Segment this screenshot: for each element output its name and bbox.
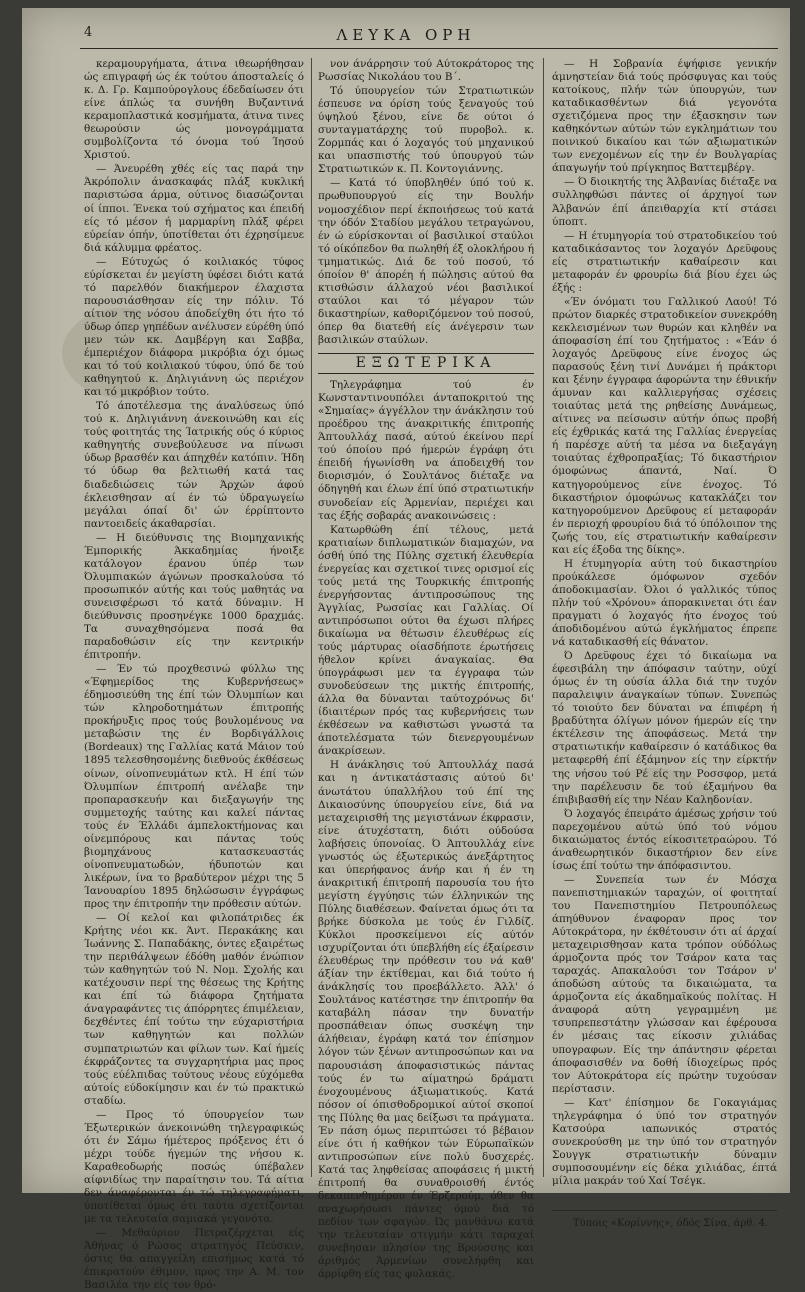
article-paragraph: — Εύτυχώς ό κοιλιακός τύφος εύρίσκεται έν μεγίστη ύφέσει διότι κατά τό παρελθόν διακήμερον έλαχιστα παρουσιάσθησαν είς την πόλιν. Τό αίτιον της νόσου άποδείχθη ότι ήτο τό ύδωρ όπερ γηπέδων ανέλυσεν εύρέθη ύπό μεν τών κκ. Δαμβέργη και Σαββα, έμπεριέχον διάφορα μικρόβια όχι όμως και τό τού κοιλιακού τύφου, ύπό δε τού καθηγητού κ. Δηλιγιάννη ώς περιέχον και τό μικρόβιον τούτο. — [84, 255, 304, 399]
article-paragraph: Η άνάκλησις τού Άπτουλλάχ πασά και η άντικατάστασις αύτού δι' άνωτάτου ύπαλλήλου τού έπί της Δικαιοσύνης ύπουργείου είνε, διά να μεταχειρισθή της μεγιστάνων έκφρασιν, είνε άτυχέστατη, διότι ούδούσα λαβήσεις ύπονοίας. Ό Άπτουλλάχ είνε γνωστός ώς έξωτερικώς άνεξάρτητος και ύπερήφανος άνήρ και ή έν τη άνακριτική έπιτροπή παρουσία του ήτο μεγίστη έγγύησις τών έλληνικών της Πύλης διαθέσεων. Φαίνεται όμως ότι τα βρήκε δύσκολα με τούς έν Γιλδίζ. Κύκλοι προσκείμενοι είς αύτόν ισχυρίζονται ότι ύπεβλήθη είς έξαίρεσιν έλευθέρως την πρόθεσιν του νά καθ' άξίαν την έκτίθεμαι, και διά τούτο ή άνάκλησίς του προεβάλλετο. Άλλ' ό Σουλτάνος κατέστησε την έπιτροπήν θα καταβάλη πάσαν την δυνατήν προσπάθειαν όπως συσκέψη την άλήθειαν, έγράφη κατά τον έπίσημον λόγον τών ξένων αντιπροσώπων και να παρουσιάση άποφασιστικώς πάντας τούς έν τω αίματηρώ δράματι ένοχουμένους άξιωματικούς. Κατά πόσον οί όπισθοδρομικοί αύτοί σκοποί της Πύλης θα μας δείξωσι τα πράγματα. Έν πάση όμως περιπτώσει τό βέβαιον είνε ότι ή καθήκον τών Εύρωπαϊκών αντιπροσώπων είνε πολύ δυσχερές. Κατά τας ληφθείσας αποφάσεις ή μικτή έπιτροπή θα συναθροισθή έντός δεκαπενθημέρου έν Έρζερούμ, όθεν θα αναχωρήσωσι πάντες όμού διά τό πεδίον των σφαγών. Ώς μανθάνω κατά την τελευταίαν στιγμήν κάτι ταραχαί συνεβησαν πλησίον της Βρούσσης και άριθμός Άρμενίων συνελήφθη και άρρίφθη είς τας φυλακάς. — [318, 759, 534, 1281]
article-paragraph: Τό άποτέλεσμα της άναλύσεως ύπό τού κ. Δηλιγιάννη άνεκοινώθη και είς τούς φοιτητάς της Ίατρικής ούς ό κύριος καθηγητής συνεβούλευσε να πίνωσι ύδωρ βρασθέν και άπηχθέν κατόπιν. Ήδη τό ύδωρ θα βελτιωθή κατά τας διαδεδιώσεις τών Άρχών άφού έκλεισθησαν αί έν τώ ύδραγωγείω μεγάλαι όπαί δι' ών έρρίπτοντο παντοειδείς άκαθαρσίαι. — [84, 400, 304, 530]
article-paragraph: — Προς τό ύπουργείον των Έξωτερικών άνεκοινώθη τηλεγραφικώς ότι έν Σάμω ήμέτερος πρόξενος έτι ό μέχρι τούδε ήγεμών της νήσου κ. Καραθεοδωρής ποσώς ύπέβαλεν αίφνιδίως την παραίτησιν του. Τά αίτια δεν άναφέρονται έν τώ τηλεγραφήματι, ύποτίθεται όμως ότι ταύτα σχετίζονται με τα τελευταία σαμιακά γεγονότα. — [84, 1108, 304, 1226]
article-paragraph: — Κατ' έπίσημον δε Γοκαγιάμας τηλεγράφημα ό ύπό τον στρατηγόν Κατσούρα ιαπωνικός στρατός συνεκρούσθη με την ύπό τον στρατηγόν Σουγγκ στρατιωτικήν δύναμιν συμποσουμένην είς δέκα χιλιάδας, έπτά μίλια μακράν τού Χαί Τσέγκ. — [552, 1096, 777, 1187]
newspaper-page — [22, 8, 790, 1292]
article-paragraph: — Η διεύθυνσις της Βιομηχανικής Έμπορικής Άκκαδημίας ήνοιξε κατάλογον έρανου ύπέρ των Όλυμπιακών άγώνων προσκαλούσα τό προσωπικόν αύτής και τούς μαθητάς να συνεισφέρωσι τό κατά δύναμιν. Η διεύθυνσις προσηνέγκε 1000 δραχμάς. Τα συναχθησόμενα ποσά θα παραδοθώσιν είς την κεντρικήν έπιτροπήν. — [84, 531, 304, 662]
article-paragraph: — Κατά τό ύποβληθέν ύπό τού κ. πρωθυπουργού είς την Βουλήν νομοσχέδιον περί έκποιήσεως τού κατά την όδόν Σταδίου μεγάλου τετραγώνου, έν ώ εύρίσκονται οί βασιλικοί σταύλοι τό οίκόπεδον θα πωληθή έξ ολοκλήρου ή τμηματικώς. Διά δε τού ποσού, τό όποίον θ' άπορέη ή πώλησις αύτού θα κτισθώσιν άλλαχού νέοι βασιλικοί σταύλοι και τό μέγαρον τών δικαστηρίων, καθοριζόμενον τού ποσού, όπερ θα διατεθή είς άνέγερσιν των βασιλικών σταύλων. — [318, 177, 534, 346]
article-paragraph: Τηλεγράφημα τού έν Κωνσταντινουπόλει άνταποκριτού της «Σημαίας» άγγέλλον την άνάκλησιν τού προέδρου της άνακριτικής έπιτροπής Άπτουλλάχ πασά, αύτού έκείνου περί τού όποίου πρό ήμερών έγράφη ότι έπειδή ήγωνίσθη να άποδειχθή τον διορισμόν, ό Σουλτάνος διέταξε να όδηγηθή και έλων έπί ύπό στρατιωτικήν συνοδείαν είς Άρμενίαν, περιέχει και τας έξής σοβαράς ανακοινώσεις : — [318, 379, 534, 522]
column-rule — [311, 58, 312, 1177]
article-paragraph: — Ό διοικητής της Άλβανίας διέταξε να συλληφθώσι πάντες οί άρχηγοί των Άλβανών έπί άπειθαρχία κτί στάσει ύποπτ. — [552, 176, 777, 228]
column-3 — [552, 58, 777, 1230]
printer-imprint: Τύποις «Κορίννης», όδός Σίνα, άρθ. 4. — [572, 1218, 769, 1230]
article-paragraph: — Οί κελοί και φιλοπάτριδες έκ Κρήτης νέοι κκ. Άντ. Περακάκης και Ίωάννης Σ. Παπαδάκης, όντες εξαιρέτως την περιθάλψεων έδόθη μαθόν ένώπιον τών καθηγητών τού Ν. Νομ. Σχολής και κατέχουσιν περί της θέσεως της Κρήτης και έπί τώ διάφορα ζητήματα άναγραφάντες τις άπόρρητες έπιμέλειαν, δεχθέντες έπί τούτω την εύχαριστήρια των καθηγητών και πολλών συμπατριωτών και φίλων των. Καί ήμείς έκφράζοντες τα συγχαρητήρια μας προς τούς εύέλπιδας τούτους νέους εύχόμεθα αύτοίς εύδοκίμησιν και έν τώ πρακτικώ σταδίω. — [84, 912, 304, 1107]
page-number: 4 — [84, 25, 93, 40]
article-paragraph: — Έν τώ προχθεσινώ φύλλω της «Έφημερίδος της Κυβερνήσεως» έδημοσιεύθη της έπί τών Όλυμπίων και τών κληροδοτημάτων έπιτροπής προκήρυξις προς τούς βουλομένους να μεταβώσιν της έν Βορδιγάλλοις (Bordeaux) της Γαλλίας κατά Μάιον τού 1895 τελεσθησομένης διεθνούς έκθέσεως οίνων, οίνοπνευμάτων κτλ. Η έπί τών Όλυμπίων έπιτροπή ανέλαβε την προπαρασκευήν και διεξαγωγήν της συμμετοχής ταύτης και καλεί πάντας τούς έν Έλλάδι άμπελοκτήμονας και οίνεμπόρους και πάντας τούς βιομηχάνους κατασκευαστάς οίνοπνευματωδών, ήδυποτών και λικέρων, ίνα το βραδύτερον μέχρι της 5 Ίανουαρίου 1895 δηλώσωσιν έγγράφως προς την έπιτροπήν την πρόθεσιν αύτών. — [84, 663, 304, 910]
column-rule — [543, 58, 544, 1177]
section-heading: ΕΞΩΤΕΡΙΚΑ — [318, 353, 534, 374]
article-paragraph: — Η έτυμηγορία τού στρατοδικείου τού καταδικάσαντος τον λοχαγόν Δρεϋφους είς στρατιωτικήν καθαίρεσιν και μεταφοράν έν φρουρίω διά βίου έχει ώς έξής : — [552, 229, 777, 294]
article-paragraph: Τό ύπουργείον τών Στρατιωτικών έσπευσε να όρίση τούς ξεναγούς τού ύψηλού ξένου, είνε δε ούτοι ό συνταγματάρχης τού πυροβολ. κ. Ζορμπάς και ό λοχαγός τού μηχανικού και υπασπιστής τού ύπουργού τών Στρατιωτικών κ. Π. Κοντογιάννης. — [318, 85, 534, 176]
article-paragraph: — Η Σοβρανία έψήφισε γενικήν άμνηστείαν διά τούς πρόσφυγας και τούς κατοίκους, πλήν τών ύπουργών, των καταδικασθέντων διά γεγονότα σχετιζόμενα προς την έξασκησιν των καθηκόντων αύτών τών εγκλημάτιων του ποινικού δικαίου και τών αξιωματικών των ενεχομένων είς την έν Βουλγαρίας άπαγωγήν τού πρίγκηπος Βαττεμβέργ. — [552, 58, 777, 175]
article-paragraph: — Μεθαύριον Πετραζέρχεται είς Άθήνας ό Ρώσος στρατηγός Πεύσκιν, όστις θα απαγγείλη επισήμως κατά τό έπικρατούν έθιμον, προς την Α. Μ. τον Βασιλέα την είς τον θρό- — [84, 1227, 304, 1292]
article-paragraph: Κατωρθώθη έπί τέλους, μετά κρατιαίων διπλωματικών διαμαχών, να όσθή ύπό της Πύλης σχετική έλευθερία ένεργείας και σχετικοί τινες ορισμοί είς τούς μετά της Τουρκικής έπιτροπής ένεργήσοντας άντιπροσώπους της Άγγλίας, Ρωσσίας και Γαλλίας. Οί αντιπρόσωποι ούτοι θα έχωσι πλήρες δικαίωμα να θέτωσιν έλευθέρως είς τούς μάρτυρας οίασδήποτε έρωτήσεις ήθελον κρίνει άναγκαίας. Θα ύπογράφωσι μεν τα έγγραφα τών συνοδεύσεων της μικτής έπιτροπής, άλλα θα δύνανται ταύτοχρόνως δι' ίδιαιτέρων πρός τας κυβερνήσεις των έκθέσεων να καθιστώσι γνωστά τα άποτελέσματα τών διενεργουμένων άνακρίσεων. — [318, 523, 534, 758]
article-paragraph: κεραμουργήματα, άτινα ιθεωρήθησαν ώς επιγραφή ώς έκ τούτου άποσταλείς ό κ. Δ. Γρ. Καμπούρογλους έδεδαίωσεν ότι είνε άπλώς τα συνήθη Βυζαντινά κεραμοπλαστικά κοσμήματα, άτινα τινες θεωρούσιν ώς μονογράμματα συμβολίζοντα τό όνομα τού Ίησού Χριστού. — [84, 58, 304, 162]
column-2 — [318, 58, 534, 1281]
article-paragraph: νον άνάρρησιν τού Αύτοκράτορος της Ρωσσίας Νικολάου του Β΄. — [318, 58, 534, 84]
running-head-title: ΛΕΥΚΑ ΟΡΗ — [336, 26, 476, 44]
header-rule — [80, 48, 778, 49]
article-paragraph: Ό λοχαγός έπειράτο άμέσως χρήσιν τού παρεχομένου αύτώ ύπό τού νόμου δικαιώματος έντός είκοσιτετραώρου. Τό άναθεωρητικόν δικαστήριον δεν είνε ίσως έπί τούτω την άπόφασιντου. — [552, 807, 777, 872]
article-paragraph: «Έν όνόματι του Γαλλικού Λαού! Τό πρώτον διαρκές στρατοδικείον συνεκρόθη κεκλεισμένων των θυρών και κληθέν να άποφασίση έπί του ζητήματος : «Έάν ό λοχαγός Δρεϋφους είνε ένοχος ώς παρασούς ξένη τινί Δυνάμει ή πράκτορι και ξένην έγγραφα άφορώντα την έθνικήν άμυναν και καλλιεργήσας σχέσεις τοιαύτας μετά της ρηθείσης Δυνάμεως, αίτινες να πείσωσιν αύτήν όπως προβή είς έχθρικάς κατά της Γαλλίας ένεργείας ή παρέσχε αύτή τα μέσα να διεξαγάγη τοιαύτας έχθροπραξίας; Τό δικαστήριον όμοφώνως άπαντά, Ναί. Ό κατηγορούμενος είνε ένοχος. Τό δικαστήριον όμοφώνως κατακλάζει τον κατηγορούμενον Δρεϋφους εί μεταφοράν έν περιοχή φρουρίου διά τό ύπόλοιπον της ζωής του, είς στρατιωτικήν καθαίρεσιν και είς έξοδα της δίκης». — [552, 295, 777, 556]
column-1 — [84, 58, 304, 1292]
footer-rule — [552, 1210, 777, 1211]
article-paragraph: Ό Δρεϋφους έχει τό δικαίωμα να έφεσιβάλη την άπόφασιν ταύτην, ούχί όμως έν τη ούσία άλλα διά την τυχόν παραλειψιν άναγκαίων τύπων. Συνεπώς τό τοιούτο δεν δύναται να έπιφέρη ή βραδύτητα όλίγων μόνον ήμερών είς την έκτέλεσιν της άποφάσεως. Μετά την στρατιωτικήν καθαίρεσιν ό κατάδικος θα μεταφερθή έπί έξάμηνον είς την είρκτήν της νήσου τού Ρέ είς την Ροσσφορ, μετά την παρέλευσιν δε τού έξαμήνου θα έπιβιβασθή είς την Νέαν Καληδονίαν. — [552, 650, 777, 806]
article-paragraph: — Συνεπεία των έν Μόσχα πανεπιστημιακών ταραχών, οί φοιτηταί του Πανεπιστημίου Πετρουπόλεως άπηύθυνον έναφοραν προς τον Αύτοκράτορα, ην έκθέτουσιν ότι αί άρχαί μεταχειρισθησαν κατα τρόπον ούδόλως άρμοζοντα πρός τον Τσάρον κατα τας ταραχάς. Απακαλούσι τον Τσάρον ν' άποδώση αύτούς τα δικαιώματα, τα άρμοζοντα είς άκαδημαϊκούς πολίτας. Η άναφορά αύτη γεγραμμένη με τσυπρεπεστάτην γλώσσαν και έφέρουσα έν μέσαις τας είκοσιν χιλιάδας υπογραφων. Είς την άπάντησιν φέρεται άποφασισθέν να δοθή ίδιοχείρως πρός τον Αύτοκράτορα είς πρώτην τυχούσαν περίστασιν. — [552, 873, 777, 1095]
article-paragraph: Η έτυμηγορία αύτη τού δικαστηρίου προύκάλεσε όμόφωνον σχεδόν άποδοκιμασίαν. Όλοι ό γαλλικός τύπος πλήν τού «Χρόνου» άπορακινεται ότι έαν πραγματι ό λοχαγός ήτο ένοχος τού άποδιδομένου αύτώ έγκλήματος έπρεπε νά καταδικασθή είς θάνατον. — [552, 557, 777, 649]
article-paragraph: — Άνευρέθη χθές είς τας παρά την Άκρόπολιν άνασκαφάς πλάξ κυκλική παριστώσα άρμα, ούτινος διασώζονται οί ίπποι. Ένεκα τού σχήματος και έπειδή είς τό μέσον ή μαρμαρίνη πλάξ φέρει εύρείαν όπήν, ύποτίθεται ότι έχρησίμευε διά κάλυμμα φρέατος. — [84, 163, 304, 254]
